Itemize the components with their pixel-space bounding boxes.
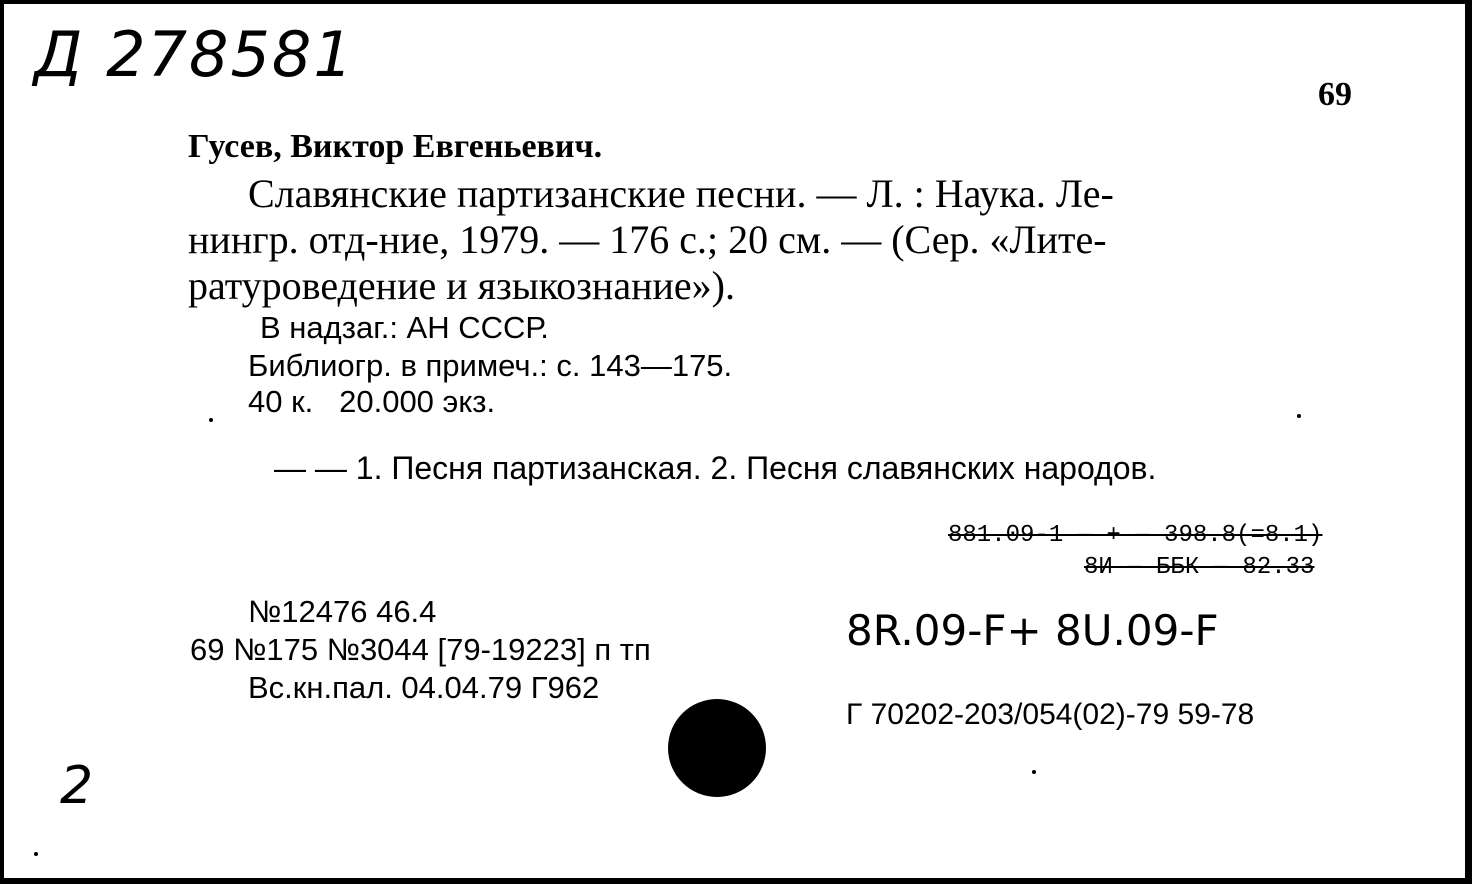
note-bibliography: Библиогр. в примеч.: с. 143—175.: [248, 348, 733, 383]
page-number: 69: [1318, 76, 1352, 113]
registration-line-1: №12476 46.4: [248, 594, 437, 629]
handwritten-classification: 8R.09-F+ 8U.09-F: [846, 606, 1219, 655]
speck: [1297, 414, 1301, 418]
author-heading: Гусев, Виктор Евгеньевич.: [188, 128, 603, 165]
publisher-code: Г 70202-203/054(02)-79 59-78: [846, 698, 1255, 731]
registration-line-2: 69 №175 №3044 [79-19223] п тп: [190, 632, 651, 667]
title-line-2: нингр. отд-ние, 1979. — 176 с.; 20 см. — (Сер. «Лите-: [188, 217, 1107, 262]
speck: [1032, 770, 1036, 774]
handwritten-inventory-number: Д 278581: [34, 18, 355, 91]
speck: [209, 418, 213, 422]
title-line-3: ратуроведение и языкознание»).: [188, 263, 735, 308]
note-price-copies: 40 к. 20.000 экз.: [248, 384, 496, 419]
title-line-1: Славянские партизанские песни. — Л. : Наука. Ле-: [248, 171, 1114, 216]
catalog-card: [4, 4, 1465, 878]
classification-crossed-1: 881.09-1 — + — 398.8(=8.1): [948, 522, 1323, 549]
handwritten-mark: 2: [60, 756, 94, 816]
classification-crossed-2: 8И — ББК — 82.33: [1084, 554, 1315, 581]
registration-line-3: Вс.кн.пал. 04.04.79 Г962: [248, 670, 600, 705]
speck: [34, 852, 38, 856]
subject-headings: — — 1. Песня партизанская. 2. Песня славянских народов.: [274, 450, 1157, 486]
punch-hole: [668, 699, 766, 797]
note-header: В надзаг.: АН СССР.: [260, 310, 549, 345]
